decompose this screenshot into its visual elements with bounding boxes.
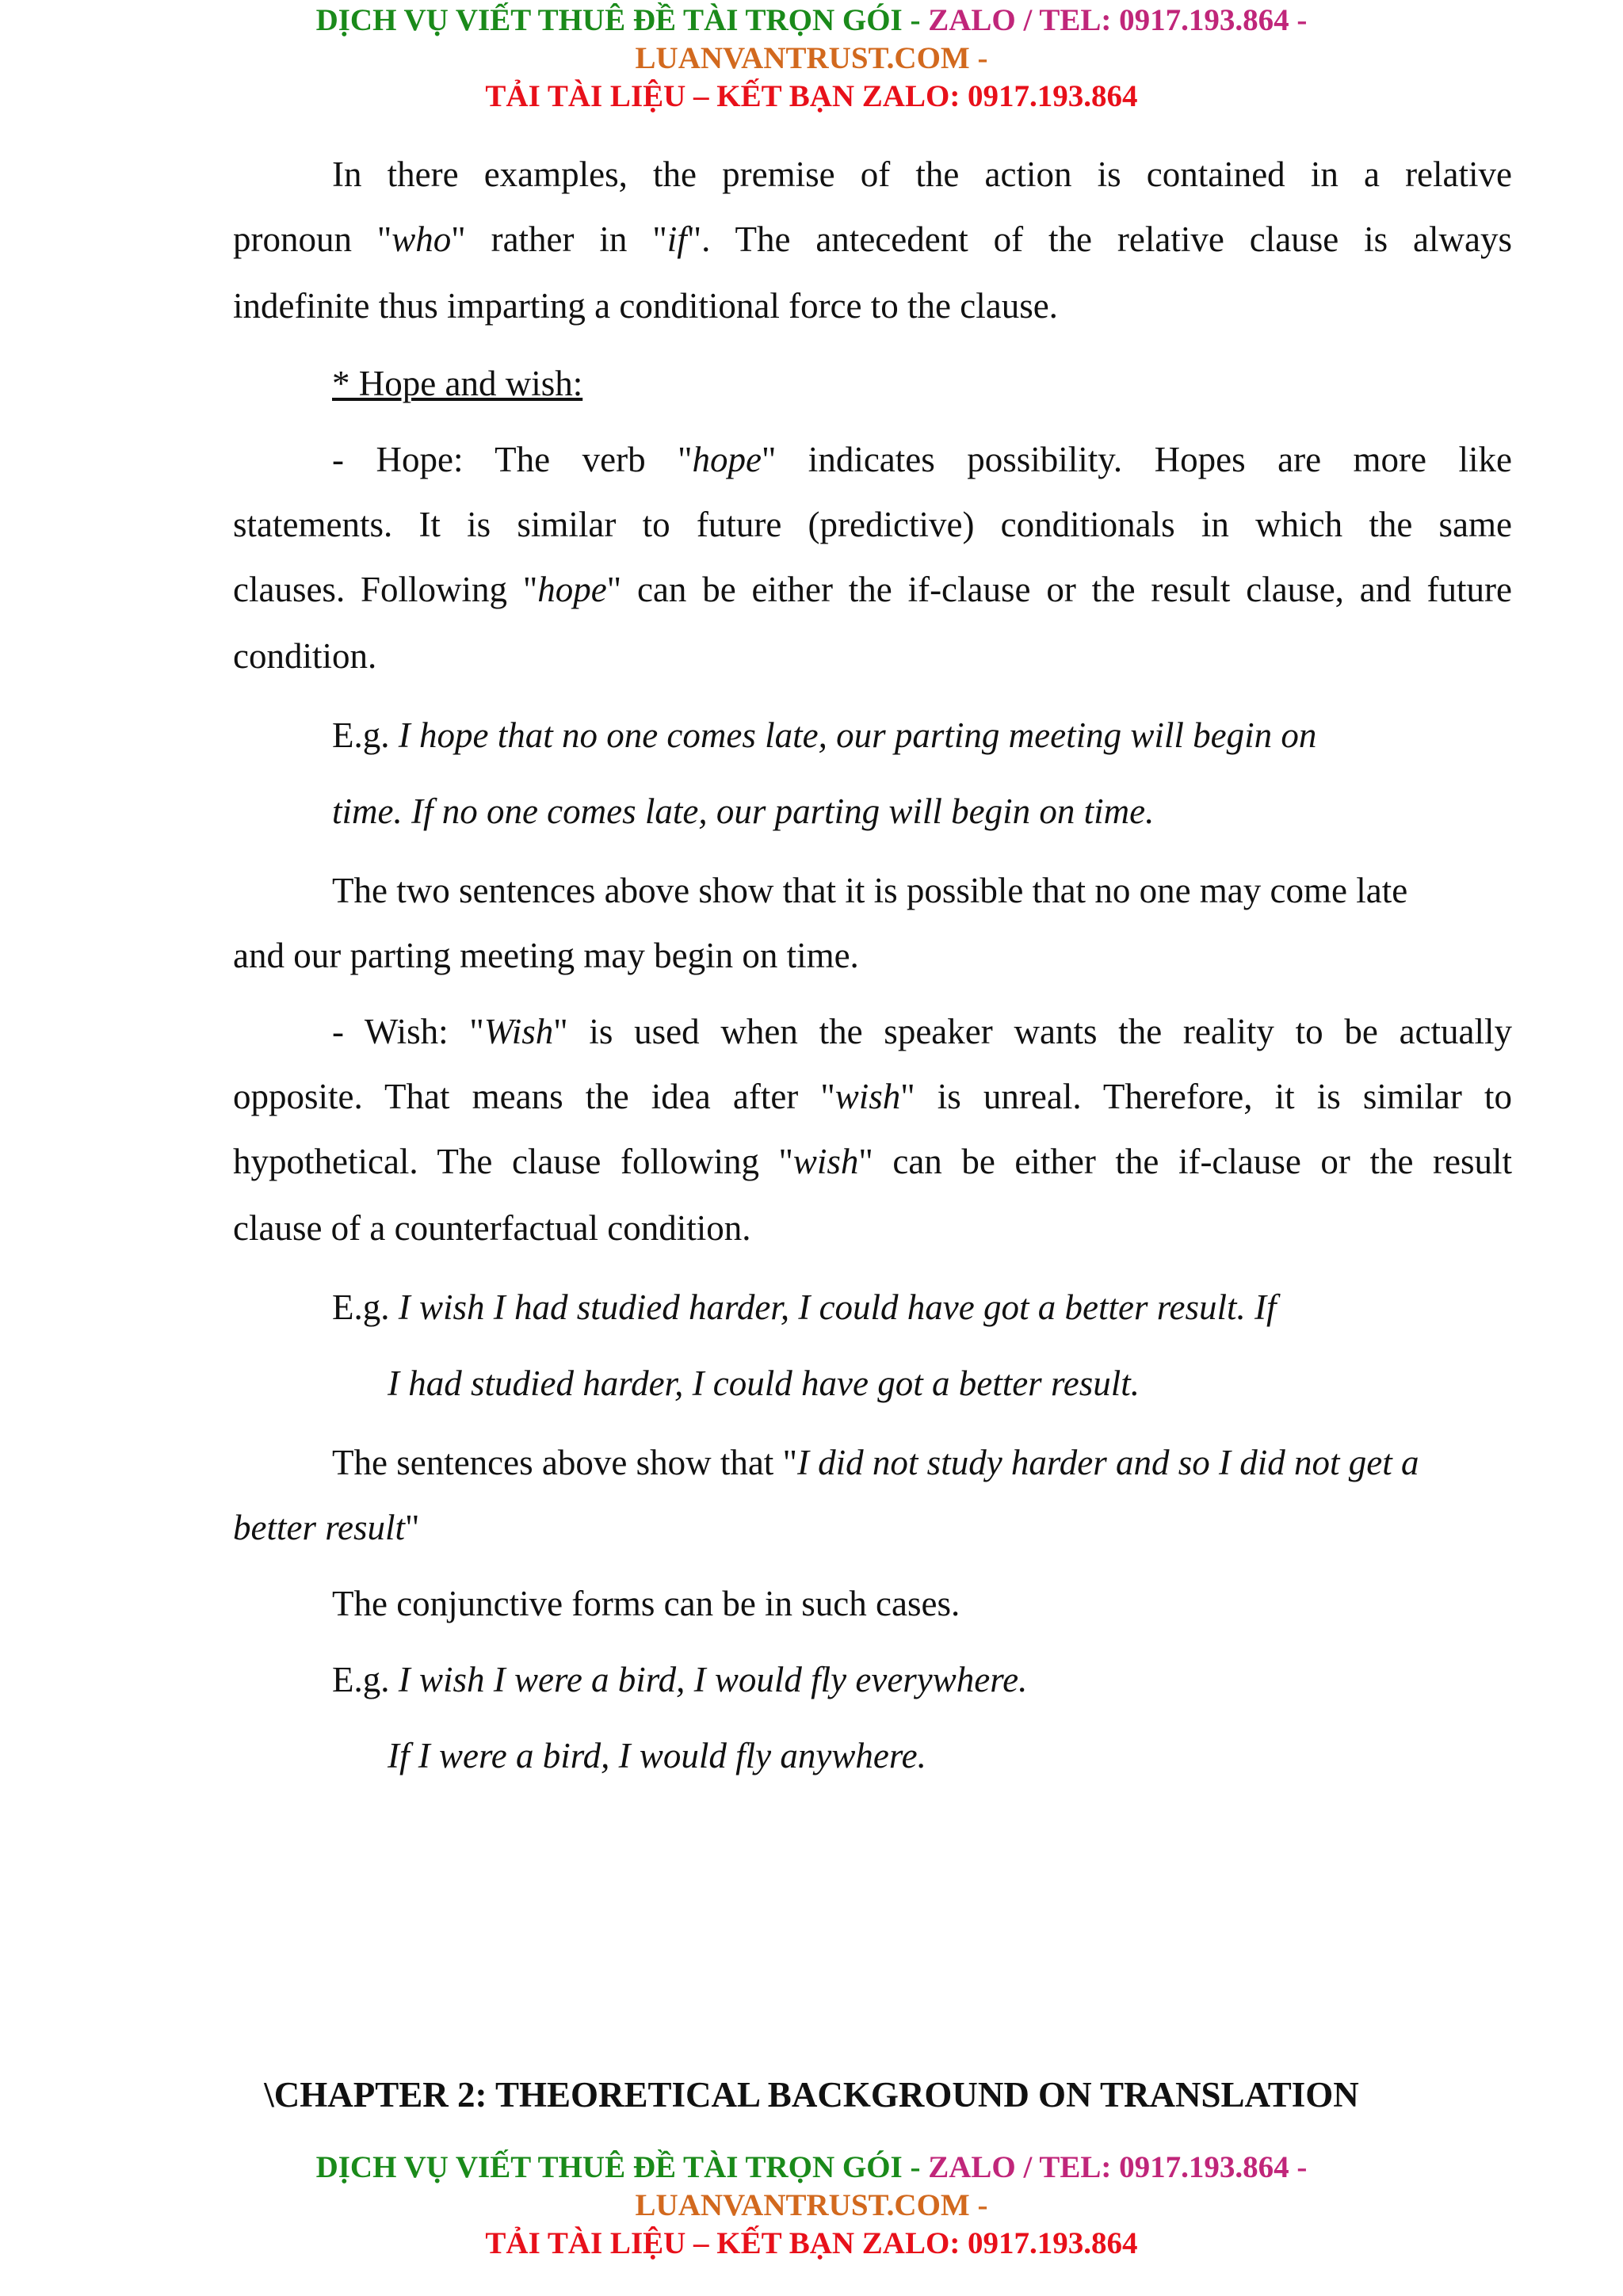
paragraph-2-line-4: condition. [233,636,377,676]
paragraph-4-line-1: - Wish: "Wish" is used when the speaker wants the reality to be actually [332,1012,1512,1051]
example-2-line-2: I had studied harder, I could have got a better result. [388,1363,1140,1403]
paragraph-2-line-3: clauses. Following "hope" can be either the if-clause or the result clause, and future [233,570,1512,609]
chapter-heading: \CHAPTER 2: THEORETICAL BACKGROUND ON TRANSLATION [264,2075,1359,2115]
header-banner-line-1: DỊCH VỤ VIẾT THUÊ ĐỀ TÀI TRỌN GÓI - ZALO / TEL: 0917.193.864 - [315,3,1308,37]
example-3-line-1: E.g. I wish I were a bird, I would fly everywhere. [332,1660,1028,1699]
paragraph-1-line-2: pronoun "who" rather in "if". The antecedent of the relative clause is always [233,219,1512,259]
hope-wish-heading: * Hope and wish: [332,364,583,403]
footer-banner-line-1: DỊCH VỤ VIẾT THUÊ ĐỀ TÀI TRỌN GÓI - ZALO / TEL: 0917.193.864 - [315,2150,1308,2184]
paragraph-5-line-2: better result" [233,1508,420,1547]
paragraph-1-line-1: In there examples, the premise of the action is contained in a relative [332,154,1512,194]
paragraph-3-line-2: and our parting meeting may begin on time. [233,936,859,975]
footer-banner [0,2149,1623,2263]
example-1-line-1: E.g. I hope that no one comes late, our parting meeting will begin on [332,715,1317,755]
paragraph-1-line-3: indefinite thus imparting a conditional force to the clause. [233,286,1058,326]
footer-banner-line-3: TẢI TÀI LIỆU – KẾT BẠN ZALO: 0917.193.864 [485,2226,1138,2260]
paragraph-2-line-2: statements. It is similar to future (predictive) conditionals in which the same [233,505,1512,544]
paragraph-6: The conjunctive forms can be in such cases. [332,1584,960,1623]
paragraph-4-line-3: hypothetical. The clause following "wish" can be either the if-clause or the result [233,1142,1512,1181]
paragraph-4-line-4: clause of a counterfactual condition. [233,1208,751,1248]
example-2-line-1: E.g. I wish I had studied harder, I could have got a better result. If [332,1287,1277,1327]
example-3-line-2: If I were a bird, I would fly anywhere. [388,1736,926,1775]
paragraph-3-line-1: The two sentences above show that it is possible that no one may come late [332,871,1408,910]
header-banner-line-3: TẢI TÀI LIỆU – KẾT BẠN ZALO: 0917.193.864 [485,79,1138,113]
paragraph-4-line-2: opposite. That means the idea after "wish" is unreal. Therefore, it is similar to [233,1077,1512,1116]
paragraph-5-line-1: The sentences above show that "I did not study harder and so I did not get a [332,1443,1419,1482]
paragraph-2-line-1: - Hope: The verb "hope" indicates possibility. Hopes are more like [332,440,1512,479]
header-banner-line-2: LUANVANTRUST.COM - [635,41,988,75]
header-banner [0,2,1623,116]
example-1-line-2: time. If no one comes late, our parting will begin on time. [332,791,1155,831]
footer-banner-line-2: LUANVANTRUST.COM - [635,2188,988,2222]
